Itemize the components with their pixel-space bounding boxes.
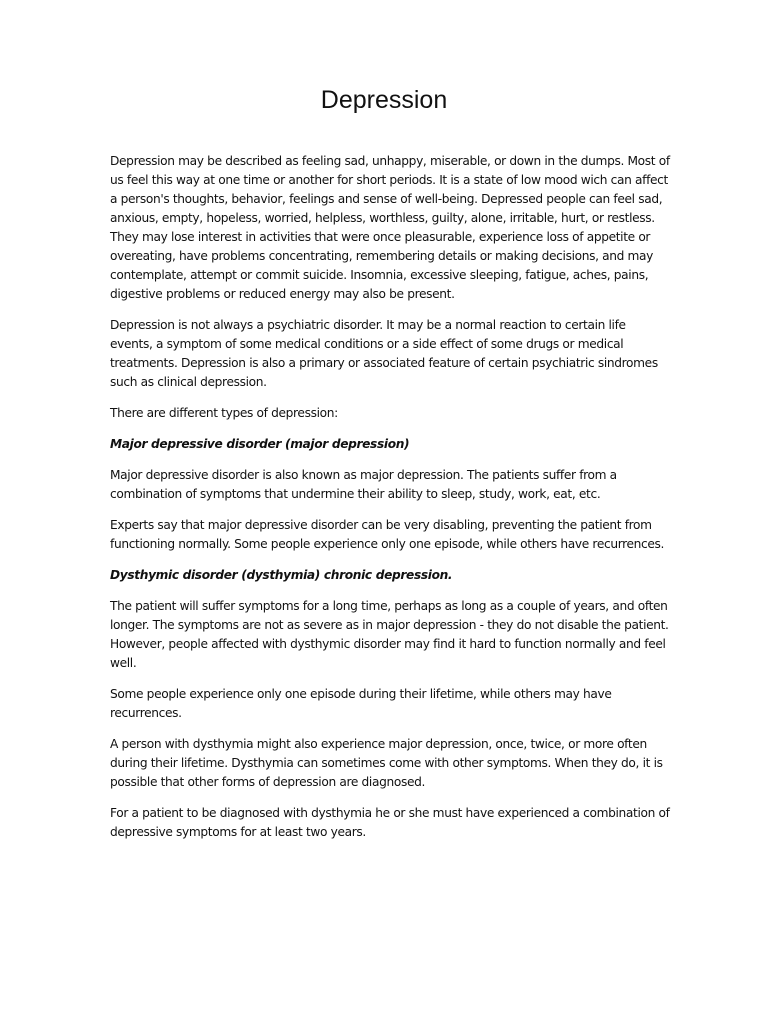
- paragraph-dysthymia-description: The patient will suffer symptoms for a long time, perhaps as long as a couple of years, and often longer. The symptoms are not as severe as in major depression - they do not disable the patient. However, people affected with dysthymic disorder may find it hard to function normally and feel well.: [110, 599, 669, 670]
- heading-major-depression: Major depressive disorder (major depression): [110, 437, 410, 451]
- paragraph-types-intro: There are different types of depression:: [110, 406, 338, 420]
- paragraph-not-always-disorder: Depression is not always a psychiatric disorder. It may be a normal reaction to certain life events, a symptom of some medical conditions or a side effect of some drugs or medical treatments. Depression is also a primary or associated feature of certain psychiatric sindromes such as clinical depression.: [110, 318, 658, 389]
- paragraph-major-depression-disabling: Experts say that major depressive disorder can be very disabling, preventing the patient from functioning normally. Some people experience only one episode, while others have recurrences.: [110, 518, 665, 551]
- paragraph-definition: Depression may be described as feeling sad, unhappy, miserable, or down in the dumps. Most of us feel this way at one time or another for short periods. It is a state of low mood wich can affect a person's thoughts, behavior, feelings and sense of well-being. Depressed people can feel sad, anxious, empty, hopeless, worried, helpless, worthless, guilty, alone, irritable, hurt, or restless. They may lose interest in activities that were once pleasurable, experience loss of appetite or overeating, have problems concentrating, remembering details or making decisions, and may contemplate, attempt or commit suicide. Insomnia, excessive sleeping, fatigue, aches, pains, digestive problems or reduced energy may also be present.: [110, 154, 670, 301]
- paragraph-dysthymia-major-depression: A person with dysthymia might also experience major depression, once, twice, or more often during their lifetime. Dysthymia can sometimes come with other symptoms. When they do, it is possible that other forms of depression are diagnosed.: [110, 737, 663, 789]
- paragraph-dysthymia-diagnosis: For a patient to be diagnosed with dysthymia he or she must have experienced a combination of depressive symptoms for at least two years.: [110, 806, 670, 839]
- document-title: Depression: [320, 86, 448, 114]
- paragraph-dysthymia-episodes: Some people experience only one episode during their lifetime, while others may have recurrences.: [110, 687, 612, 720]
- document-body: [110, 152, 670, 854]
- heading-dysthymia: Dysthymic disorder (dysthymia) chronic depression.: [110, 568, 453, 582]
- paragraph-major-depression-description: Major depressive disorder is also known as major depression. The patients suffer from a combination of symptoms that undermine their ability to sleep, study, work, eat, etc.: [110, 468, 617, 501]
